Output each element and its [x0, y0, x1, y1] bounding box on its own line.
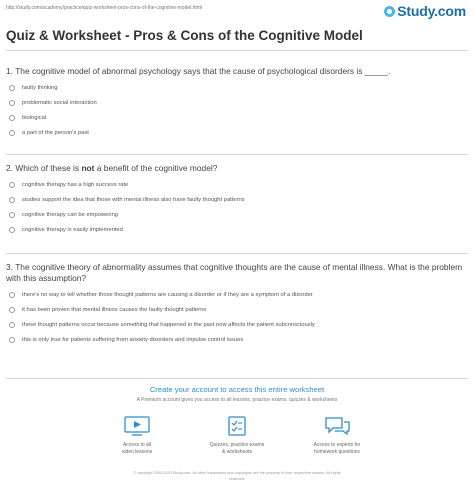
promo-divider — [6, 378, 468, 379]
video-icon — [122, 414, 152, 438]
answer-option[interactable]: cognitive therapy has a high success rate — [6, 177, 466, 192]
feature-label: Access to experts for homework questions — [313, 442, 361, 455]
question-2 — [6, 163, 466, 237]
feature-label: Access to all video lessons — [121, 442, 153, 455]
quiz-icon — [222, 414, 252, 438]
logo-mark-icon — [384, 6, 395, 17]
question-3 — [6, 262, 466, 347]
promo-subtitle: A Premium account gives you access to all lessons, practice exams, quizzes & worksheets — [136, 397, 338, 403]
radio-icon[interactable] — [9, 227, 15, 233]
logo-text: Study.com — [397, 3, 466, 19]
page-url: http://study.com/academy/practice/quiz-worksheet-pros-cons-of-the-cognitive-model.html — [6, 5, 203, 11]
answer-option[interactable]: there's no way to tell whether those thought patterns are causing a disorder or if they are a symptom of a disorder — [6, 287, 466, 302]
answer-option[interactable]: these thought patterns occur because something that happened in the past now affects the patient subconsciously — [6, 317, 466, 332]
answer-option[interactable]: cognitive therapy is easily implemented — [6, 222, 466, 237]
radio-icon[interactable] — [9, 130, 15, 136]
radio-icon[interactable] — [9, 85, 15, 91]
radio-icon[interactable] — [9, 100, 15, 106]
answer-option[interactable]: studies support the idea that those with mental illness also have faulty thought patterns — [6, 192, 466, 207]
question-text — [6, 66, 466, 77]
top-bar — [0, 0, 474, 18]
answer-option[interactable]: biological — [6, 110, 466, 125]
emphasis: not — [81, 163, 95, 173]
answer-option[interactable]: faulty thinking — [6, 80, 466, 95]
answer-option[interactable]: it has been proven that mental illness causes the faulty thought patterns — [6, 302, 466, 317]
question-1 — [6, 66, 466, 140]
answer-option[interactable]: problematic social interaction — [6, 95, 466, 110]
question-number: 2. — [6, 163, 13, 173]
question-number: 1. — [6, 66, 13, 76]
question-text: 2. Which of these is not a benefit of the cognitive model? — [6, 163, 218, 173]
answer-option[interactable]: cognitive therapy can be empowering — [6, 207, 466, 222]
answer-option[interactable]: a part of the person's past — [6, 125, 466, 140]
radio-icon[interactable] — [9, 115, 15, 121]
copyright-footer: © copyright 2003-2020 Study.com. All other trademarks and copyrights are the property of their respective owners. All rights reserved. — [133, 471, 341, 481]
radio-icon[interactable] — [9, 292, 15, 298]
question-divider — [6, 253, 468, 254]
radio-icon[interactable] — [9, 197, 15, 203]
chat-icon — [322, 414, 352, 438]
radio-icon[interactable] — [9, 322, 15, 328]
feature-label: Quizzes, practice exams & worksheets — [209, 442, 265, 455]
question-prompt: The cognitive model of abnormal psychology says that the cause of psychological disorders is _____. — [15, 66, 391, 76]
question-divider — [6, 154, 468, 155]
title-divider — [6, 50, 468, 51]
study-logo[interactable] — [384, 3, 466, 19]
page-title: Quiz & Worksheet - Pros & Cons of the Cognitive Model — [6, 28, 363, 43]
answer-option[interactable]: this is only true for patients suffering from anxiety disorders and impulse control issues — [6, 332, 466, 347]
promo-title[interactable]: Create your account to access this entire worksheet — [149, 385, 325, 394]
feature-quizzes — [182, 414, 292, 455]
radio-icon[interactable] — [9, 212, 15, 218]
feature-experts — [282, 414, 392, 455]
feature-video-lessons — [82, 414, 192, 455]
question-text: 3. The cognitive theory of abnormality assumes that cognitive thoughts are the cause of mental illness. What is the problem with this assumption? — [6, 262, 463, 283]
radio-icon[interactable] — [9, 337, 15, 343]
radio-icon[interactable] — [9, 307, 15, 313]
question-number: 3. — [6, 262, 13, 272]
premium-promo — [0, 381, 474, 403]
radio-icon[interactable] — [9, 182, 15, 188]
